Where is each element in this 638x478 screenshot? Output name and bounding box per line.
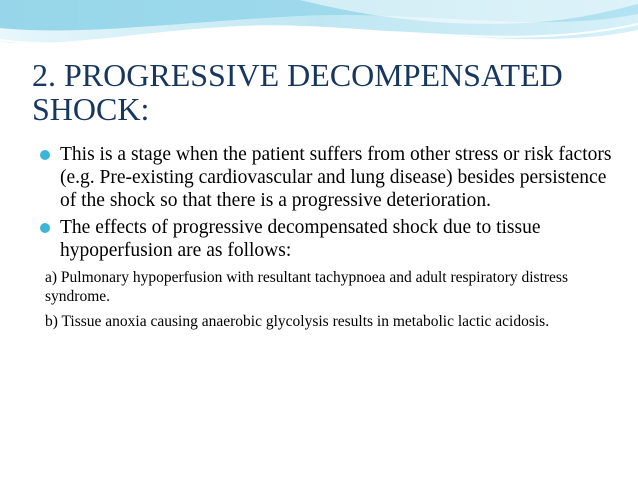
bullet-item-2 — [40, 216, 615, 262]
slide-body — [40, 143, 615, 331]
subpoint-b: b) Tissue anoxia causing anaerobic glycolysis results in metabolic lactic acidosis. — [45, 313, 550, 330]
filled-circle-bullet-icon — [40, 150, 50, 160]
bullet-item-1 — [40, 143, 615, 212]
slide-title-line-1: 2. PROGRESSIVE DECOMPENSATED — [32, 57, 563, 93]
bullet-text-1: This is a stage when the patient suffers from other stress or risk factors (e.g. Pre-existing cardiovascular and lung disease) besides persistence of the shock so that there is a progressive deterioration. — [60, 144, 612, 211]
bullet-text-2: The effects of progressive decompensated shock due to tissue hypoperfusion are as follows: — [60, 217, 541, 261]
decorative-wave-banner — [0, 0, 638, 60]
subpoint-a: a) Pulmonary hypoperfusion with resultant tachypnoea and adult respiratory distress syndrome. — [45, 269, 568, 305]
filled-circle-bullet-icon — [40, 223, 50, 233]
slide-title — [32, 58, 622, 126]
slide-title-line-2: SHOCK: — [32, 91, 150, 127]
